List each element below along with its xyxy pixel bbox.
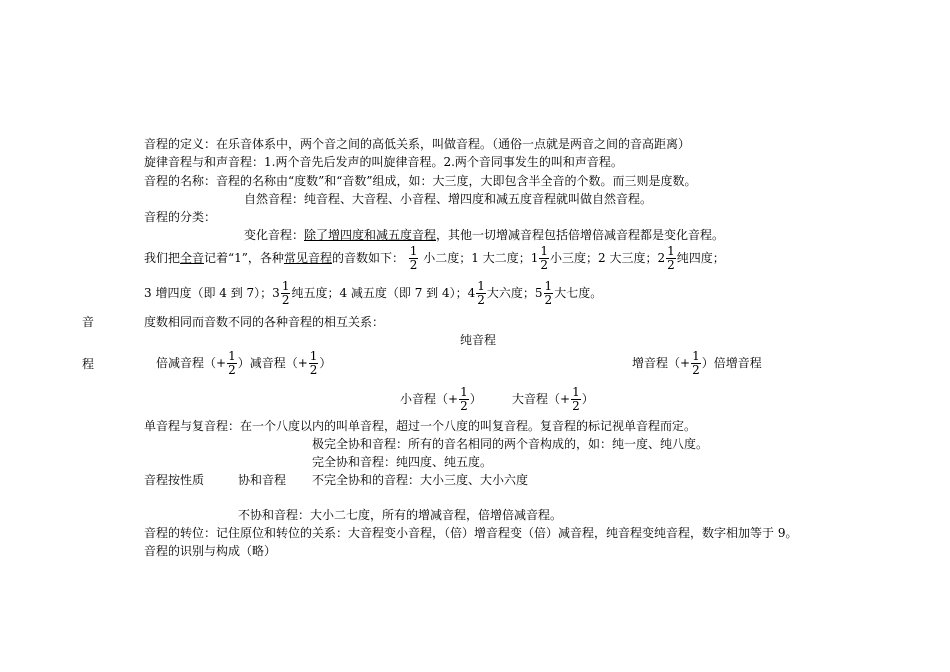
dissonant-line: 不协和音程：大小二七度，所有的增减音程，倍增倍减音程。 <box>238 508 563 522</box>
degrees-suffix: 的音数如下： <box>331 251 404 265</box>
major-seventh-text: 大七度。 <box>554 286 603 300</box>
perfect-consonance-2: 完全协和音程：纯四度、纯五度。 <box>312 455 493 469</box>
consonant-label: 协和音程 <box>238 473 287 487</box>
half-fraction: $\frac{1}{2}$ <box>572 385 580 413</box>
augmented-label: 增音程（+ <box>632 356 691 370</box>
major-label: 大音程（+ <box>512 392 571 406</box>
perfect-consonance-1: 极完全协和音程：所有的音名相同的两个音构成的，如：纯一度、纯八度。 <box>312 437 709 451</box>
augmented-group <box>632 350 762 377</box>
altered-rest: ，其他一切增减音程包括倍增倍减音程都是变化音程。 <box>436 228 725 242</box>
pure-interval-label: 纯音程 <box>460 333 497 347</box>
perfect-fourth-text: 纯四度； <box>676 251 725 265</box>
altered-interval-line <box>244 229 724 241</box>
by-nature-label: 音程按性质 <box>144 473 205 487</box>
degrees-mid: 记着“1”，各种 <box>204 251 284 265</box>
half-fraction: $\frac{1}{2}$ <box>228 349 236 377</box>
half-fraction: $\frac{1}{2}$ <box>544 279 553 307</box>
altered-label: 变化音程： <box>244 228 305 242</box>
degrees-line-1 <box>144 245 725 272</box>
diminished-label: ）减音程（+ <box>237 356 308 370</box>
inversion-line: 音程的转位：记住原位和转位的关系：大音程变小音程，（倍）增音程变（倍）减音程，纯音程变纯音程，数字相加等于 9。 <box>144 526 798 540</box>
degrees-prefix: 我们把 <box>144 251 181 265</box>
melodic-harmonic-line: 旋律音程与和声音程：1.两个音先后发声的叫旋律音程。2.两个音同事发生的叫和声音程。 <box>144 155 623 169</box>
half-fraction: $\frac{1}{2}$ <box>477 279 485 307</box>
perfect-fifth-text: 纯五度；4 减五度（即 7 到 4）；4 <box>291 286 476 300</box>
degrees-line-2 <box>144 280 602 307</box>
major-sixth-text: 大六度；5 <box>486 286 543 300</box>
half-fraction: $\frac{1}{2}$ <box>281 279 290 307</box>
simple-compound-line: 单音程与复音程：在一个八度以内的叫单音程，超过一个八度的叫复音程。复音程的标记视单音程而定。 <box>144 419 697 433</box>
definition-line: 音程的定义：在乐音体系中，两个音之间的高低关系，叫做音程。（通俗一点就是两音之间的音高距离） <box>144 137 691 151</box>
close-paren: ） <box>469 392 482 406</box>
aug-fourth-text: 3 增四度（即 4 到 7）；3 <box>144 286 280 300</box>
whole-tone-term: 全音 <box>180 251 205 265</box>
minor-interval-group <box>400 386 482 413</box>
doubly-diminished-label: 倍减音程（+ <box>156 356 227 370</box>
common-intervals-term: 常见音程 <box>283 251 332 265</box>
half-fraction: $\frac{1}{2}$ <box>692 349 700 377</box>
close-paren: ） <box>319 356 332 370</box>
naming-line: 音程的名称：音程的名称由“度数”和“音数”组成，如：大三度，大即包含半全音的个数。而三则是度数。 <box>144 174 697 188</box>
minor-second-text: 小二度；1 大二度；1 <box>423 251 539 265</box>
doubly-augmented-label: ）倍增音程 <box>701 356 762 370</box>
half-fraction: $\frac{1}{2}$ <box>309 349 318 377</box>
relation-title: 度数相同而音数不同的各种音程的相互关系： <box>144 315 385 329</box>
altered-underlined: 除了增四度和减五度音程 <box>304 228 437 242</box>
diminished-group <box>156 350 331 377</box>
minor-label: 小音程（+ <box>400 392 459 406</box>
half-fraction: $\frac{1}{2}$ <box>667 244 675 272</box>
half-fraction: $\frac{1}{2}$ <box>409 244 418 272</box>
natural-interval-line: 自然音程：纯音程、大音程、小音程、增四度和减五度音程就叫做自然音程。 <box>244 192 653 206</box>
major-interval-group <box>512 386 594 413</box>
half-fraction: $\frac{1}{2}$ <box>540 244 548 272</box>
identification-line: 音程的识别与构成（略） <box>144 544 277 558</box>
close-paren: ） <box>581 392 594 406</box>
side-char-1: 音 <box>82 315 95 329</box>
imperfect-consonance: 不完全协和的音程：大小三度、大小六度 <box>312 473 529 487</box>
minor-third-text: 小三度；2 大三度；2 <box>550 251 666 265</box>
half-fraction: $\frac{1}{2}$ <box>460 385 468 413</box>
classification-label: 音程的分类： <box>144 210 217 224</box>
side-char-2: 程 <box>82 357 95 371</box>
